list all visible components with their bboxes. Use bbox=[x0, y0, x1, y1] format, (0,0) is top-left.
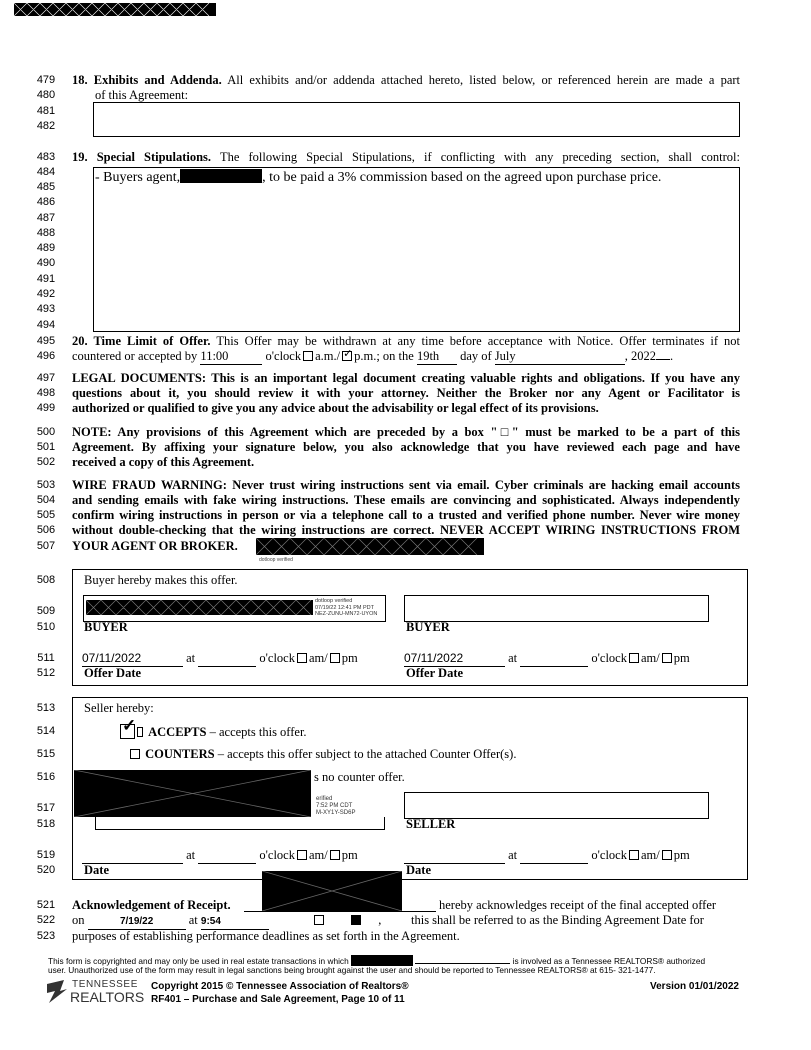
line-number: 493 bbox=[36, 303, 56, 315]
line-number: 490 bbox=[36, 257, 56, 269]
s18-line1 bbox=[72, 73, 740, 88]
line-number: 498 bbox=[36, 387, 56, 399]
seller-date-label-1: Date bbox=[84, 863, 109, 877]
line-number: 509 bbox=[36, 605, 56, 617]
line-number: 497 bbox=[36, 372, 56, 384]
s19-text1: The following Special Stipulations, if conflicting with any preceding section, shall control: bbox=[219, 150, 741, 164]
line-number: 512 bbox=[36, 667, 56, 679]
seller-verification: erified 7:52 PM CDT M-XY1Y-SD6P bbox=[316, 796, 356, 816]
ack-text3: purposes of establishing performance deadlines as set forth in the Agreement. bbox=[72, 929, 460, 943]
s20-line1 bbox=[72, 334, 740, 349]
line-number: 515 bbox=[36, 748, 56, 760]
line-number: 502 bbox=[36, 456, 56, 468]
seller-date-row-1: at o'clock am/ pm bbox=[82, 848, 358, 864]
ack-pm-checkbox-redacted[interactable] bbox=[351, 915, 361, 925]
redacted-ack-name bbox=[262, 871, 402, 911]
ack-am-checkbox[interactable] bbox=[314, 915, 324, 925]
am-checkbox[interactable] bbox=[303, 351, 313, 361]
line-number: 483 bbox=[36, 151, 56, 163]
buyer-pm-2[interactable] bbox=[662, 653, 672, 663]
line-number: 499 bbox=[36, 402, 56, 414]
time-field[interactable]: 11:00 bbox=[200, 349, 262, 365]
ack-name-line[interactable] bbox=[244, 911, 436, 912]
seller-date-label-2: Date bbox=[406, 863, 431, 877]
seller-am-2[interactable] bbox=[629, 850, 639, 860]
line-number: 479 bbox=[36, 74, 56, 86]
redacted-buyer-signature bbox=[86, 600, 313, 615]
ack-text2: this shall be referred to as the Binding Agreement Date for bbox=[411, 913, 704, 927]
s18-heading: 18. Exhibits and Addenda. bbox=[72, 73, 222, 87]
line-number: 514 bbox=[36, 725, 56, 737]
buyer-label-2: BUYER bbox=[406, 620, 450, 634]
counters-row: COUNTERS – accepts this offer subject to the attached Counter Offer(s). bbox=[128, 747, 516, 762]
counters-checkbox[interactable] bbox=[130, 749, 140, 759]
s20-heading: 20. Time Limit of Offer. bbox=[72, 334, 211, 348]
line-number: 481 bbox=[36, 105, 56, 117]
line-number: 495 bbox=[36, 335, 56, 347]
line-number: 492 bbox=[36, 288, 56, 300]
line-number: 522 bbox=[36, 914, 56, 926]
line-number: 480 bbox=[36, 89, 56, 101]
line-number: 485 bbox=[36, 181, 56, 193]
month-field[interactable]: July bbox=[495, 349, 625, 365]
buyer-am-1[interactable] bbox=[297, 653, 307, 663]
note-line2: Agreement. By affixing your signature below, you also acknowledge that you have reviewed each page and have bbox=[72, 440, 740, 454]
exhibits-field[interactable] bbox=[93, 102, 740, 137]
special-stipulations-field[interactable] bbox=[93, 167, 740, 332]
line-number: 511 bbox=[37, 652, 55, 664]
seller-am-1[interactable] bbox=[297, 850, 307, 860]
buyer-label-1: BUYER bbox=[84, 620, 128, 634]
legal-line2: questions about it, you should review it with your attorney. Neither the Broker nor any Agent or Facilitator is bbox=[72, 386, 740, 400]
s18-text1: All exhibits and/or addenda attached hereto, listed below, or referenced herein are made a part bbox=[227, 73, 740, 87]
line-number: 489 bbox=[36, 242, 56, 254]
note-line3: received a copy of this Agreement. bbox=[72, 455, 255, 469]
offer-date-label-1: Offer Date bbox=[84, 666, 142, 680]
buyer-date-row-2: 07/11/2022 at o'clock am/ pm bbox=[404, 651, 690, 665]
note-line1: NOTE: Any provisions of this Agreement which are preceded by a box "□" must be marked to be a part of this bbox=[72, 425, 740, 439]
line-number: 508 bbox=[36, 574, 56, 586]
s19-heading: 19. Special Stipulations. bbox=[72, 150, 212, 164]
day-field[interactable]: 19th bbox=[417, 349, 457, 365]
wire-line1: WIRE FRAUD WARNING: Never trust wiring instructions sent via email. Cyber criminals are hacking email accounts bbox=[72, 478, 740, 492]
seller-date-row-2: at o'clock am/ pm bbox=[404, 848, 690, 864]
line-number: 505 bbox=[36, 509, 56, 521]
stip-suffix: , to be paid a 3% commission based on the agreed upon purchase price. bbox=[262, 170, 662, 185]
line-number: 496 bbox=[36, 350, 56, 362]
redacted-agent bbox=[180, 169, 262, 183]
footer-version: Version 01/01/2022 bbox=[650, 981, 739, 992]
s18-line2: of this Agreement: bbox=[95, 88, 189, 102]
accepts-checkbox-checked[interactable]: ✓ bbox=[120, 724, 135, 739]
line-number: 487 bbox=[36, 212, 56, 224]
accepts-row: ✓ ACCEPTS – accepts this offer. bbox=[122, 716, 307, 739]
pm-checkbox-checked[interactable]: ✓ bbox=[343, 348, 353, 360]
footer-form-title: RF401 – Purchase and Sale Agreement, Page 10 of 11 bbox=[151, 994, 405, 1005]
stip-prefix: - Buyers agent, bbox=[95, 170, 181, 185]
stipulation-text bbox=[95, 169, 661, 186]
line-number: 501 bbox=[36, 441, 56, 453]
legal-line3: authorized or qualified to give you any advice about the advisability or legal effect of its provisions. bbox=[72, 401, 599, 415]
buyer-time-1[interactable] bbox=[198, 651, 256, 667]
wire-line4: without double-checking that the wiring instructions are correct. NEVER ACCEPT WIRING INSTRUCTIONS FROM bbox=[72, 523, 740, 537]
wire-line3: confirm wiring instructions in person or via a telephone call to a trusted and verified phone number. Never wire money bbox=[72, 508, 740, 522]
seller-pm-1[interactable] bbox=[330, 850, 340, 860]
seller-date-2[interactable] bbox=[404, 848, 505, 864]
buyer-date-row-1: 07/11/2022 at o'clock am/ pm bbox=[82, 651, 358, 665]
ack-text1: hereby acknowledges receipt of the final accepted offer bbox=[439, 898, 717, 912]
buyer-verification: dotloop verified 07/19/22 12:41 PM PDT NEZ-ZUNU-MN72-UYON bbox=[315, 598, 378, 617]
seller-time-2[interactable] bbox=[520, 848, 588, 864]
line-number: 491 bbox=[36, 273, 56, 285]
offer-date-label-2: Offer Date bbox=[406, 666, 464, 680]
buyer-time-2[interactable] bbox=[520, 651, 588, 667]
buyer-offer-date-2[interactable]: 07/11/2022 bbox=[404, 651, 505, 667]
redacted-seller-signature bbox=[74, 770, 311, 817]
ack-heading: Acknowledgement of Receipt. bbox=[72, 898, 231, 912]
binding-date-field[interactable]: 7/19/22 bbox=[88, 914, 186, 930]
line-number: 484 bbox=[36, 166, 56, 178]
line-number: 517 bbox=[36, 802, 56, 814]
buyer-signature-2[interactable] bbox=[404, 595, 709, 622]
line-number: 516 bbox=[36, 771, 56, 783]
footer-copyright: Copyright 2015 © Tennessee Association of Realtors® bbox=[151, 981, 409, 992]
seller-signature-2[interactable] bbox=[404, 792, 709, 819]
buyer-am-2[interactable] bbox=[629, 653, 639, 663]
reject-text: s no counter offer. bbox=[314, 770, 405, 784]
logo-mark-icon bbox=[46, 978, 68, 1004]
seller-label-2: SELLER bbox=[406, 817, 456, 831]
line-number: 494 bbox=[36, 319, 56, 331]
seller-intro: Seller hereby: bbox=[84, 701, 154, 715]
tn-realtors-logo: TENNESSEE REALTORS bbox=[46, 978, 136, 1006]
buyer-intro: Buyer hereby makes this offer. bbox=[84, 573, 238, 587]
redacted-initials bbox=[256, 538, 484, 555]
line-number: 518 bbox=[36, 818, 56, 830]
line-number: 520 bbox=[36, 864, 56, 876]
s19-line1 bbox=[72, 150, 740, 165]
binding-time-field[interactable]: 9:54 bbox=[201, 914, 269, 930]
s20-line2: countered or accepted by 11:00 o'clock a.m./ ✓ p.m.; on the 19th day of July , 2022 . bbox=[72, 348, 674, 363]
line-number: 506 bbox=[36, 524, 56, 536]
s20-text1: This Offer may be withdrawn at any time before acceptance with Notice. Offer terminates if not bbox=[216, 334, 740, 348]
ack-row2: on 7/19/22 at 9:54 , bbox=[72, 913, 381, 930]
wire-line5: YOUR AGENT OR BROKER. bbox=[72, 539, 238, 553]
line-number: 482 bbox=[36, 120, 56, 132]
line-number: 503 bbox=[36, 479, 56, 491]
buyer-pm-1[interactable] bbox=[330, 653, 340, 663]
wire-line2: and sending emails with fake wiring instructions. These emails are convincing and sophisticated. Always independently bbox=[72, 493, 740, 507]
line-number: 488 bbox=[36, 227, 56, 239]
line-number: 504 bbox=[36, 494, 56, 506]
line-number: 513 bbox=[36, 702, 56, 714]
seller-time-1[interactable] bbox=[198, 848, 256, 864]
line-number: 521 bbox=[36, 899, 56, 911]
initials-stamp: dotloop verified bbox=[259, 557, 293, 563]
line-number: 510 bbox=[36, 621, 56, 633]
legal-line1: LEGAL DOCUMENTS: This is an important legal document creating valuable rights and obligations. If you have any bbox=[72, 371, 740, 385]
line-number: 507 bbox=[36, 540, 56, 552]
buyer-offer-date-1[interactable]: 07/11/2022 bbox=[82, 651, 183, 667]
redacted-header bbox=[14, 3, 216, 16]
seller-pm-2[interactable] bbox=[662, 850, 672, 860]
line-number: 486 bbox=[36, 196, 56, 208]
line-number: 519 bbox=[36, 849, 56, 861]
footer-notice-1: This form is copyrighted and may only be used in real estate transactions in which is involved as a Tennessee REALTORS® authorized bbox=[48, 956, 706, 966]
seller-signature-1[interactable] bbox=[95, 817, 385, 830]
footer-notice-2: user. Unauthorized use of the form may result in legal sanctions being brought against the user and should be reported to Tennessee REALTORS® at 615- 321-1477. bbox=[48, 965, 656, 975]
line-number: 523 bbox=[36, 930, 56, 942]
line-number: 500 bbox=[36, 426, 56, 438]
seller-date-1[interactable] bbox=[82, 848, 183, 864]
